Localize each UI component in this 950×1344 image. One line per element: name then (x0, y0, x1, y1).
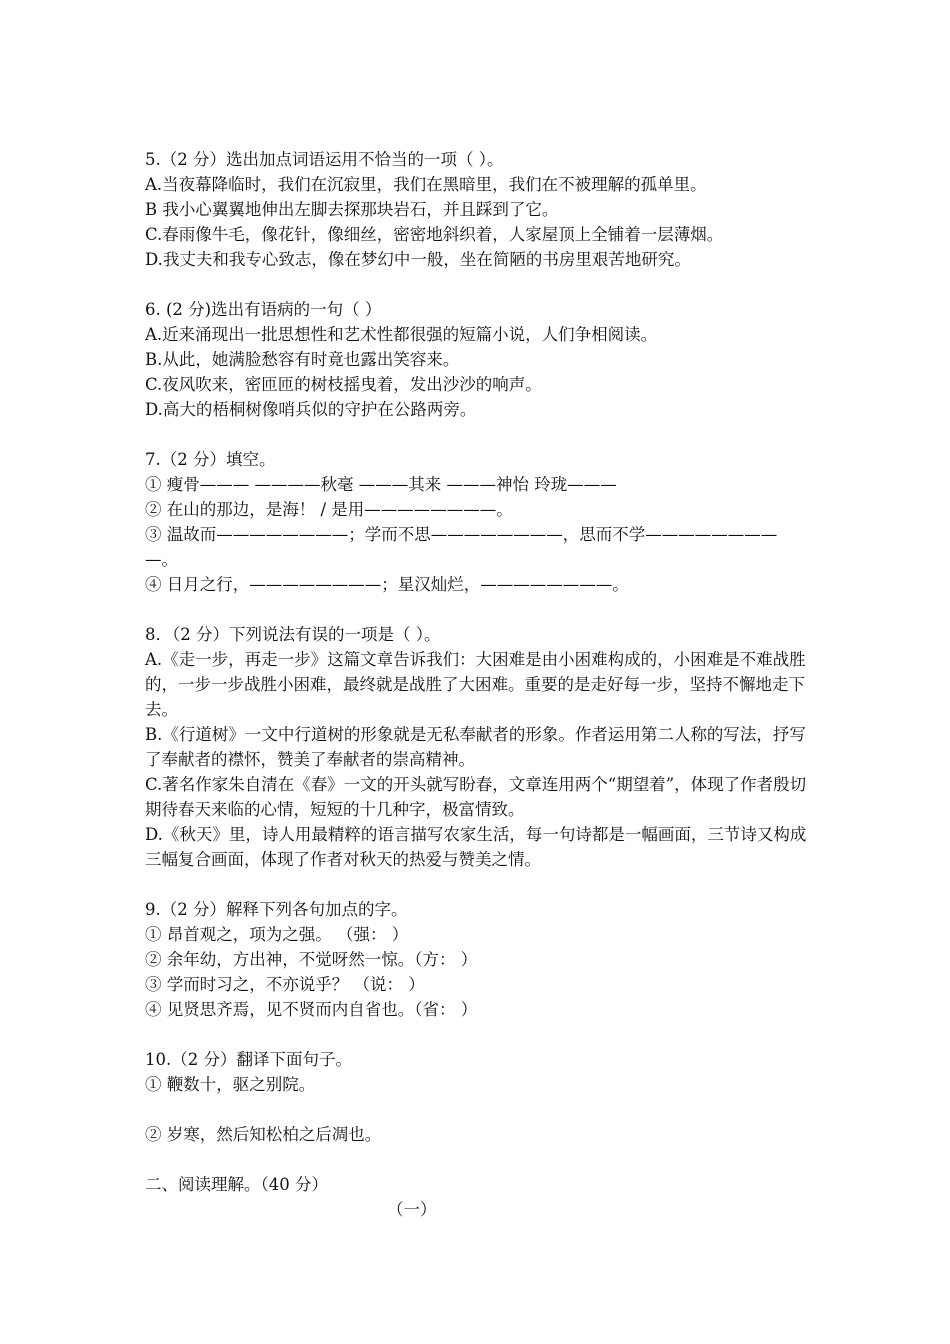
item-4: ④ 见贤思齐焉，见不贤而内自省也。（省： ） (145, 1000, 478, 1019)
option-d: D.《秋天》里，诗人用最精粹的语言描写农家生活，每一句诗都是一幅画面，三节诗又构成三幅复合画面，体现了作者对秋天的热爱与赞美之情。 (145, 825, 807, 869)
option-c: C.著名作家朱自清在《春》一文的开头就写盼春，文章连用两个“期望着”，体现了作者殷切期待春天来临的心情，短短的十几种字，极富情致。 (145, 775, 807, 819)
option-d: D.高大的梧桐树像哨兵似的守护在公路两旁。 (145, 400, 477, 419)
item-1: ① 鞭数十，驱之别院。 (145, 1075, 316, 1094)
question-5 (145, 147, 815, 272)
option-a: A.当夜幕降临时，我们在沉寂里，我们在黑暗里，我们在不被理解的孤单里。 (145, 175, 707, 194)
question-stem: 5.（2 分）选出加点词语运用不恰当的一项（ ）。 (145, 150, 504, 169)
option-c: C.春雨像牛毛，像花针，像细丝，密密地斜织着，人家屋顶上全铺着一层薄烟。 (145, 225, 724, 244)
spacer (145, 422, 815, 447)
fill-line-3-cont: —。 (145, 550, 178, 569)
option-b: B.《行道树》一文中行道树的形象就是无私奉献者的形象。作者运用第二人称的写法，抒写了奉献者的襟怀，赞美了奉献者的崇高精神。 (145, 725, 806, 769)
item-1: ① 昂首观之，项为之强。 （强： ） (145, 925, 409, 944)
question-10 (145, 1047, 815, 1147)
option-a: A.近来涌现出一批思想性和艺术性都很强的短篇小说，人们争相阅读。 (145, 325, 658, 344)
exam-page (145, 147, 815, 1222)
answer-space (145, 1097, 815, 1122)
question-stem: 9.（2 分）解释下列各句加点的字。 (145, 900, 408, 919)
question-stem: 10.（2 分）翻译下面句子。 (145, 1050, 352, 1069)
fill-line-1: ① 瘦骨——— ————秋毫 ———其来 ———神怡 玲珑——— (145, 475, 617, 494)
item-3: ③ 学而时习之，不亦说乎？ （说： ） (145, 975, 425, 994)
option-b: B 我小心翼翼地伸出左脚去探那块岩石，并且踩到了它。 (145, 200, 559, 219)
item-2: ② 余年幼，方出神，不觉呀然一惊。（方： ） (145, 950, 478, 969)
question-stem: 6. (2 分)选出有语病的一句（ ） (145, 300, 382, 319)
question-stem: 7.（2 分）填空。 (145, 450, 276, 469)
question-stem: 8．（2 分）下列说法有误的一项是（ ）。 (145, 625, 441, 644)
subsection-label: （一） (387, 1200, 437, 1219)
fill-line-3: ③ 温故而————————；学而不思————————，思而不学———————— (145, 525, 778, 544)
spacer (145, 1022, 815, 1047)
fill-line-2: ② 在山的那边，是海！ / 是用————————。 (145, 500, 513, 519)
option-d: D.我丈夫和我专心致志，像在梦幻中一般，坐在简陋的书房里艰苦地研究。 (145, 250, 691, 269)
question-7 (145, 447, 815, 597)
spacer (145, 872, 815, 897)
option-c: C.夜风吹来，密匝匝的树枝摇曳着，发出沙沙的响声。 (145, 375, 542, 394)
fill-line-4: ④ 日月之行，————————；星汉灿烂，————————。 (145, 575, 629, 594)
spacer (145, 272, 815, 297)
section-2 (145, 1172, 815, 1222)
spacer (145, 1147, 815, 1172)
item-2: ② 岁寒，然后知松柏之后凋也。 (145, 1125, 382, 1144)
question-6 (145, 297, 815, 422)
spacer (145, 597, 815, 622)
section-title: 二、阅读理解。（40 分） (145, 1175, 328, 1194)
question-9 (145, 897, 815, 1022)
option-b: B.从此，她满脸愁容有时竟也露出笑容来。 (145, 350, 460, 369)
option-a: A.《走一步，再走一步》这篇文章告诉我们：大困难是由小困难构成的，小困难是不难战胜的，一步一步战胜小困难，最终就是战胜了大困难。重要的是走好每一步，坚持不懈地走下去。 (145, 650, 806, 719)
question-8 (145, 622, 815, 872)
